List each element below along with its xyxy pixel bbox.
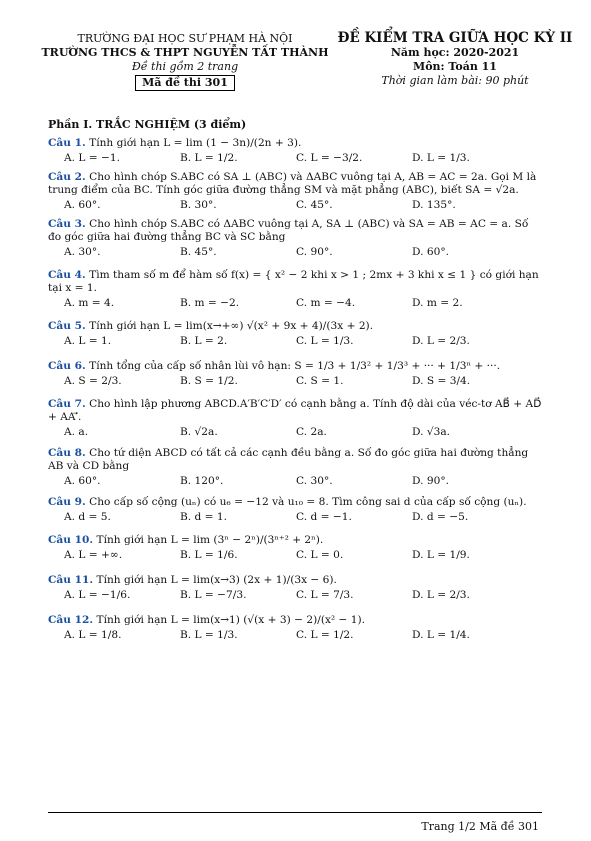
answer-option-a: A. L = 1/8.	[64, 629, 122, 641]
exam-code-box: Mã đề thi 301	[135, 75, 235, 91]
answer-choices	[64, 246, 542, 259]
question-stem	[48, 614, 542, 627]
answer-option-d: D. L = 1/3.	[412, 152, 470, 164]
answer-option-d: D. L = 1/9.	[412, 549, 470, 561]
answer-option-c: C. L = −3/2.	[296, 152, 363, 164]
answer-option-b: B. S = 1/2.	[180, 375, 238, 387]
answer-option-b: B. L = 1/3.	[180, 629, 238, 641]
answer-option-c: C. 2a.	[296, 426, 327, 438]
answer-option-b: B. d = 1.	[180, 511, 228, 523]
answer-option-b: B. 30°.	[180, 199, 217, 211]
answer-option-b: B. 45°.	[180, 246, 217, 258]
exam-header	[0, 28, 591, 108]
answer-option-c: C. L = 1/2.	[296, 629, 354, 641]
question-text: Tính giới hạn L = lim (3ⁿ − 2ⁿ)/(3ⁿ⁺² + 2ⁿ).	[96, 534, 324, 546]
question-text: Tìm tham số m để hàm số f(x) = { x² − 2 khi x > 1 ; 2mx + 3 khi x ≤ 1 } có giới hạn tại x = 1.	[48, 269, 539, 294]
question-label: Câu 2.	[48, 171, 86, 183]
question-list	[48, 137, 542, 642]
answer-choices	[64, 589, 542, 602]
school-name: TRƯỜNG THCS & THPT NGUYỄN TẤT THÀNH	[41, 46, 329, 59]
answer-option-d: D. d = −5.	[412, 511, 469, 523]
answer-option-c: C. L = 7/3.	[296, 589, 354, 601]
exam-title: ĐỀ KIỂM TRA GIỮA HỌC KỲ II	[337, 30, 573, 46]
question-stem	[48, 496, 542, 509]
footer-divider	[48, 812, 542, 813]
answer-choices	[64, 629, 542, 642]
answer-option-b: B. L = 1/2.	[180, 152, 238, 164]
exam-title-block	[330, 30, 580, 88]
answer-option-a: A. m = 4.	[64, 297, 115, 309]
answer-option-d: D. S = 3/4.	[412, 375, 471, 387]
question-text: Tính giới hạn L = lim(x→1) (√(x + 3) − 2)/(x² − 1).	[96, 614, 366, 626]
answer-choices	[64, 199, 542, 212]
question-stem	[48, 360, 542, 373]
question-6	[48, 360, 542, 388]
question-text: Cho hình lập phương ABCD.A′B′C′D′ có cạnh bằng a. Tính độ dài của véc-tơ AB⃗ + AD⃗ + AA′⃗.	[48, 398, 542, 423]
question-9	[48, 496, 542, 524]
answer-choices	[64, 297, 542, 310]
answer-choices	[64, 426, 542, 439]
school-block	[40, 32, 330, 91]
question-stem	[48, 534, 542, 547]
question-text: Tính tổng của cấp số nhân lùi vô hạn: S = 1/3 + 1/3² + 1/3³ + ··· + 1/3ⁿ + ···.	[89, 360, 501, 372]
answer-option-b: B. 120°.	[180, 475, 224, 487]
question-11	[48, 574, 542, 602]
answer-option-b: B. L = −7/3.	[180, 589, 247, 601]
question-1	[48, 137, 542, 165]
question-label: Câu 6.	[48, 360, 86, 372]
question-stem	[48, 447, 542, 473]
answer-option-c: C. L = 0.	[296, 549, 344, 561]
question-label: Câu 1.	[48, 137, 86, 149]
question-4	[48, 269, 542, 310]
answer-option-d: D. √3a.	[412, 426, 451, 438]
question-label: Câu 11.	[48, 574, 94, 586]
answer-option-a: A. L = +∞.	[64, 549, 123, 561]
page-footer: Trang 1/2 Mã đề 301	[421, 820, 539, 833]
answer-option-a: A. L = 1.	[64, 335, 112, 347]
question-12	[48, 614, 542, 642]
question-stem	[48, 137, 542, 150]
answer-option-a: A. d = 5.	[64, 511, 111, 523]
question-label: Câu 8.	[48, 447, 86, 459]
answer-option-d: D. L = 2/3.	[412, 589, 470, 601]
answer-option-d: D. L = 1/4.	[412, 629, 470, 641]
question-stem	[48, 320, 542, 333]
question-label: Câu 9.	[48, 496, 86, 508]
question-text: Tính giới hạn L = lim(x→3) (2x + 1)/(3x − 6).	[96, 574, 337, 586]
answer-option-b: B. m = −2.	[180, 297, 240, 309]
question-2	[48, 171, 542, 212]
question-text: Cho hình chóp S.ABC có SA ⊥ (ABC) và ΔABC vuông tại A, AB = AC = 2a. Gọi M là trung điểm của BC. Tính góc giữa đường thẳng SM và mặt phẳng (ABC), biết SA = √2a.	[48, 171, 537, 196]
subject: Môn: Toán 11	[413, 60, 497, 73]
question-text: Cho hình chóp S.ABC có ΔABC vuông tại A, SA ⊥ (ABC) và SA = AB = AC = a. Số đo góc giữa hai đường thẳng BC và SC bằng	[48, 218, 529, 243]
answer-option-d: D. 135°.	[412, 199, 456, 211]
question-text: Cho cấp số cộng (uₙ) có u₆ = −12 và u₁₀ = 8. Tìm công sai d của cấp số cộng (uₙ).	[89, 496, 527, 508]
question-stem	[48, 574, 542, 587]
answer-option-c: C. L = 1/3.	[296, 335, 354, 347]
answer-option-d: D. L = 2/3.	[412, 335, 470, 347]
question-label: Câu 4.	[48, 269, 86, 281]
answer-option-c: C. 90°.	[296, 246, 333, 258]
question-8	[48, 447, 542, 488]
question-text: Tính giới hạn L = lim(x→+∞) √(x² + 9x + 4)/(3x + 2).	[89, 320, 374, 332]
answer-option-c: C. d = −1.	[296, 511, 352, 523]
answer-option-b: B. L = 2.	[180, 335, 228, 347]
university-name: TRƯỜNG ĐẠI HỌC SƯ PHẠM HÀ NỘI	[77, 32, 293, 45]
answer-option-c: C. S = 1.	[296, 375, 344, 387]
question-7	[48, 398, 542, 439]
question-stem	[48, 269, 542, 295]
page-count-note: Đề thi gồm 2 trang	[131, 60, 239, 73]
question-label: Câu 10.	[48, 534, 94, 546]
question-label: Câu 12.	[48, 614, 94, 626]
duration: Thời gian làm bài: 90 phút	[381, 74, 529, 87]
section-title: Phần I. TRẮC NGHIỆM (3 điểm)	[48, 118, 247, 131]
answer-option-a: A. 60°.	[64, 475, 101, 487]
question-stem	[48, 171, 542, 197]
answer-choices	[64, 335, 542, 348]
question-stem	[48, 218, 542, 244]
answer-option-c: C. m = −4.	[296, 297, 356, 309]
answer-option-b: B. √2a.	[180, 426, 218, 438]
answer-option-a: A. L = −1.	[64, 152, 121, 164]
question-content	[48, 118, 542, 642]
answer-option-a: A. S = 2/3.	[64, 375, 122, 387]
answer-choices	[64, 511, 542, 524]
answer-option-a: A. a.	[64, 426, 89, 438]
question-3	[48, 218, 542, 259]
answer-option-d: D. m = 2.	[412, 297, 463, 309]
question-text: Cho tứ diện ABCD có tất cả các cạnh đều bằng a. Số đo góc giữa hai đường thẳng AB và CD bằng	[48, 447, 529, 472]
answer-choices	[64, 375, 542, 388]
answer-choices	[64, 152, 542, 165]
answer-option-a: A. 30°.	[64, 246, 101, 258]
answer-choices	[64, 549, 542, 562]
answer-option-d: D. 60°.	[412, 246, 449, 258]
question-label: Câu 3.	[48, 218, 86, 230]
question-5	[48, 320, 542, 348]
answer-choices	[64, 475, 542, 488]
question-10	[48, 534, 542, 562]
question-label: Câu 7.	[48, 398, 86, 410]
answer-option-d: D. 90°.	[412, 475, 449, 487]
school-year: Năm học: 2020-2021	[390, 46, 520, 59]
answer-option-c: C. 45°.	[296, 199, 333, 211]
question-stem	[48, 398, 542, 424]
answer-option-a: A. 60°.	[64, 199, 101, 211]
answer-option-c: C. 30°.	[296, 475, 333, 487]
question-label: Câu 5.	[48, 320, 86, 332]
answer-option-a: A. L = −1/6.	[64, 589, 131, 601]
question-text: Tính giới hạn L = lim (1 − 3n)/(2n + 3).	[89, 137, 302, 149]
answer-option-b: B. L = 1/6.	[180, 549, 238, 561]
